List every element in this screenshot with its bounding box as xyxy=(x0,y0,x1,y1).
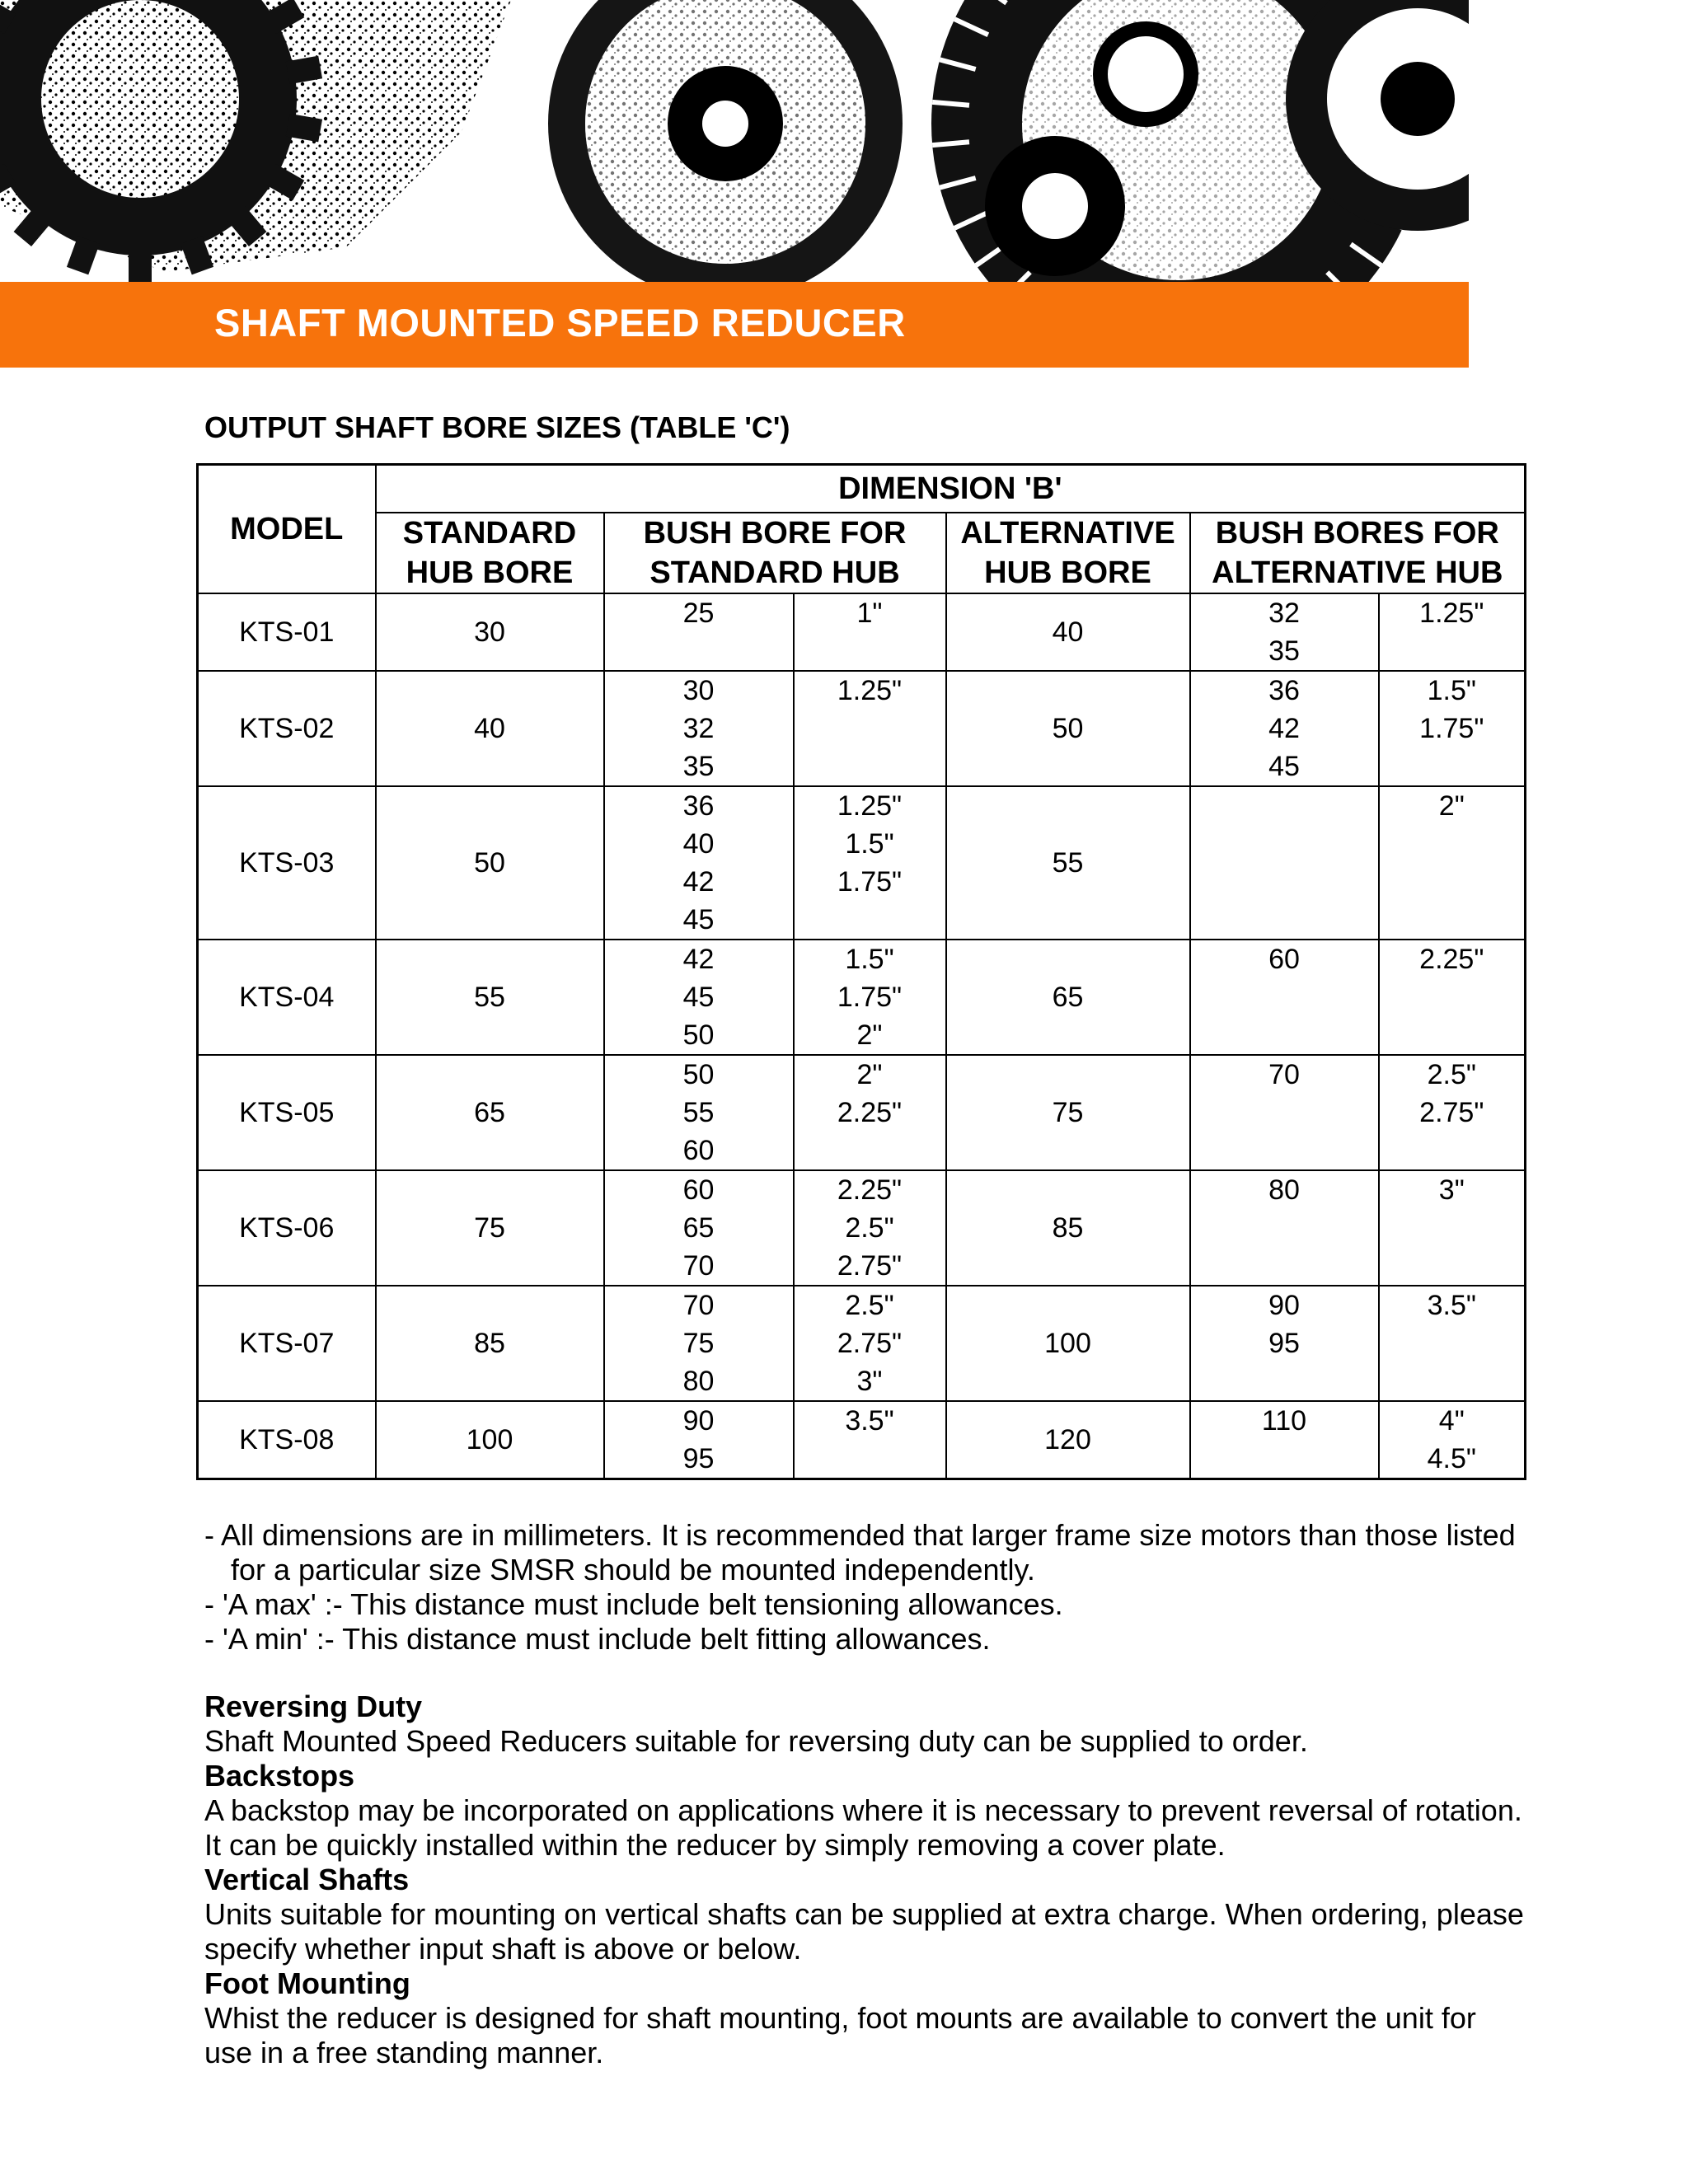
bush-bore-mm-cell xyxy=(604,671,794,786)
alt-bush-bore-mm-cell-values xyxy=(1191,1286,1378,1362)
header-line: BUSH BORES FOR xyxy=(1215,516,1499,551)
bush-bore-inch-cell-values xyxy=(795,787,945,901)
alt-bush-bore-inch-cell-values xyxy=(1380,672,1525,748)
gears-illustration xyxy=(0,0,1469,282)
bore-sizes-table xyxy=(196,463,1526,1480)
cell-value: 42 xyxy=(1268,713,1300,744)
cell-value: 60 xyxy=(1268,944,1300,975)
cell-value: 45 xyxy=(682,982,715,1013)
cell-value: 90 xyxy=(1268,1290,1300,1321)
cell-value: 40 xyxy=(682,828,715,860)
note-line: for a particular size SMSR should be mounted independently. xyxy=(231,1553,1035,1586)
table-row xyxy=(198,1286,1526,1401)
alt-bush-bore-mm-cell xyxy=(1190,593,1379,671)
title-banner xyxy=(0,282,1469,368)
bush-bore-inch-cell-values xyxy=(795,1286,945,1400)
bush-bore-inch-cell-values xyxy=(795,1171,945,1285)
cell-value: 35 xyxy=(1268,635,1300,667)
cell-value: 2.25" xyxy=(837,1174,903,1206)
bush-bore-mm-cell-values xyxy=(605,787,793,939)
bush-bore-mm-cell-values xyxy=(605,594,793,632)
section-text: Shaft Mounted Speed Reducers suitable for reversing duty can be supplied to order. xyxy=(204,1724,1308,1758)
bush-bore-mm-cell xyxy=(604,1170,794,1286)
alt-bush-bore-inch-cell-values xyxy=(1380,787,1525,825)
section-text: use in a free standing manner. xyxy=(204,2036,604,2069)
bush-bore-inch-cell xyxy=(794,1055,946,1170)
alternative-hub-bore-cell: 75 xyxy=(946,1055,1190,1170)
cell-value: 2.25" xyxy=(837,1097,903,1128)
bush-bore-inch-cell xyxy=(794,593,946,671)
alt-bush-bore-mm-cell xyxy=(1190,671,1379,786)
bush-bore-inch-cell-values xyxy=(795,1056,945,1132)
header-alternative-hub-bore xyxy=(946,513,1190,593)
model-cell: KTS-02 xyxy=(198,671,376,786)
note-line: - All dimensions are in millimeters. It is recommended that larger frame size motors than those listed xyxy=(204,1518,1516,1552)
cell-value: 70 xyxy=(682,1290,715,1321)
header-line: STANDARD HUB xyxy=(649,555,900,590)
cell-value: 2.75" xyxy=(1419,1097,1484,1128)
cell-value: 80 xyxy=(1268,1174,1300,1206)
section-text: It can be quickly installed within the reducer by simply removing a cover plate. xyxy=(204,1828,1226,1862)
section-heading-vertical-shafts: Vertical Shafts xyxy=(204,1863,410,1896)
section-text: specify whether input shaft is above or below. xyxy=(204,1932,802,1966)
cell-value: 3" xyxy=(856,1366,883,1397)
cell-value: 60 xyxy=(682,1135,715,1166)
standard-hub-bore-cell: 55 xyxy=(376,940,604,1055)
cell-value: 1" xyxy=(856,598,883,629)
cell-value: 50 xyxy=(682,1059,715,1090)
cell-value: 1.75" xyxy=(837,982,903,1013)
cell-value: 2.5" xyxy=(845,1212,894,1244)
cell-value: 95 xyxy=(1268,1328,1300,1359)
table-body xyxy=(198,593,1526,1479)
cell-value: 80 xyxy=(682,1366,715,1397)
bush-bore-mm-cell-values xyxy=(605,1171,793,1285)
alternative-hub-bore-cell: 40 xyxy=(946,593,1190,671)
cell-value: 4.5" xyxy=(1427,1443,1476,1474)
bush-bore-mm-cell xyxy=(604,1401,794,1479)
alt-bush-bore-mm-cell-values xyxy=(1191,1402,1378,1440)
cell-value: 32 xyxy=(682,713,715,744)
alt-bush-bore-inch-cell-values xyxy=(1380,1402,1525,1478)
table-row xyxy=(198,1055,1526,1170)
cell-value: 1.5" xyxy=(1427,675,1476,706)
alt-bush-bore-inch-cell xyxy=(1379,1401,1526,1479)
header-bush-bores-alternative xyxy=(1190,513,1526,593)
cell-value: 90 xyxy=(682,1405,715,1436)
model-cell: KTS-07 xyxy=(198,1286,376,1401)
header-standard-hub-bore xyxy=(376,513,604,593)
alt-bush-bore-inch-cell-values xyxy=(1380,1286,1525,1324)
cell-value: 42 xyxy=(682,944,715,975)
cell-value: 110 xyxy=(1261,1405,1307,1436)
standard-hub-bore-cell: 100 xyxy=(376,1401,604,1479)
cell-value: 50 xyxy=(682,1019,715,1051)
bush-bore-inch-cell xyxy=(794,1170,946,1286)
standard-hub-bore-cell: 65 xyxy=(376,1055,604,1170)
alt-bush-bore-inch-cell xyxy=(1379,786,1526,940)
bush-bore-inch-cell xyxy=(794,1286,946,1401)
standard-hub-bore-cell: 50 xyxy=(376,786,604,940)
bush-bore-mm-cell xyxy=(604,593,794,671)
header-model: MODEL xyxy=(198,465,376,594)
cell-value: 2.5" xyxy=(845,1290,894,1321)
cell-value: 2.25" xyxy=(1419,944,1484,975)
cell-value: 2" xyxy=(856,1019,883,1051)
alt-bush-bore-mm-cell-values xyxy=(1191,594,1378,670)
bush-bore-inch-cell-values xyxy=(795,940,945,1054)
cell-value: 42 xyxy=(682,866,715,898)
alt-bush-bore-mm-cell xyxy=(1190,1401,1379,1479)
model-cell: KTS-04 xyxy=(198,940,376,1055)
cell-value: 1.75" xyxy=(837,866,903,898)
table-header-row xyxy=(198,465,1526,513)
model-cell: KTS-06 xyxy=(198,1170,376,1286)
page-title: SHAFT MOUNTED SPEED REDUCER xyxy=(214,301,906,344)
cell-value: 3.5" xyxy=(1427,1290,1476,1321)
cell-value: 1.25" xyxy=(837,790,903,822)
alternative-hub-bore-cell: 50 xyxy=(946,671,1190,786)
alt-bush-bore-inch-cell xyxy=(1379,1170,1526,1286)
bush-bore-mm-cell-values xyxy=(605,672,793,785)
header-line: HUB BORE xyxy=(984,555,1151,590)
cell-value: 3" xyxy=(1438,1174,1465,1206)
alt-bush-bore-inch-cell xyxy=(1379,593,1526,671)
alt-bush-bore-inch-cell-values xyxy=(1380,1056,1525,1132)
notes xyxy=(204,1518,1556,1657)
alt-bush-bore-inch-cell xyxy=(1379,671,1526,786)
model-cell: KTS-03 xyxy=(198,786,376,940)
note-line: - 'A min' :- This distance must include belt fitting allowances. xyxy=(204,1622,991,1656)
cell-value: 3.5" xyxy=(845,1405,894,1436)
section-text: Units suitable for mounting on vertical shafts can be supplied at extra charge. When ordering, please xyxy=(204,1897,1524,1931)
header-bush-bore-standard xyxy=(604,513,946,593)
alt-bush-bore-mm-cell xyxy=(1190,786,1379,940)
standard-hub-bore-cell: 30 xyxy=(376,593,604,671)
model-cell: KTS-01 xyxy=(198,593,376,671)
alt-bush-bore-inch-cell-values xyxy=(1380,594,1525,632)
cell-value: 36 xyxy=(682,790,715,822)
alt-bush-bore-mm-cell-values xyxy=(1191,672,1378,785)
cell-value: 2.75" xyxy=(837,1250,903,1282)
cell-value: 1.25" xyxy=(1419,598,1484,629)
alt-bush-bore-mm-cell xyxy=(1190,1170,1379,1286)
cell-value: 65 xyxy=(682,1212,715,1244)
bush-bore-inch-cell xyxy=(794,940,946,1055)
table-row xyxy=(198,786,1526,940)
alt-bush-bore-mm-cell-values xyxy=(1191,940,1378,978)
cell-value: 35 xyxy=(682,751,715,782)
model-cell: KTS-05 xyxy=(198,1055,376,1170)
table-title: OUTPUT SHAFT BORE SIZES (TABLE 'C') xyxy=(204,410,790,444)
note-line: - 'A max' :- This distance must include belt tensioning allowances. xyxy=(204,1587,1063,1621)
cell-value: 4" xyxy=(1438,1405,1465,1436)
header-dimension-b: DIMENSION 'B' xyxy=(376,465,1526,513)
bore-sizes-table-wrapper xyxy=(196,463,1526,1480)
table-subheader-row xyxy=(198,513,1526,593)
section-text: Whist the reducer is designed for shaft mounting, foot mounts are available to convert the unit for xyxy=(204,2001,1476,2035)
cell-value: 60 xyxy=(682,1174,715,1206)
cell-value: 55 xyxy=(682,1097,715,1128)
bush-bore-inch-cell xyxy=(794,1401,946,1479)
cell-value: 1.5" xyxy=(845,828,894,860)
standard-hub-bore-cell: 75 xyxy=(376,1170,604,1286)
cell-value: 45 xyxy=(682,904,715,935)
cell-value: 95 xyxy=(682,1443,715,1474)
header-line: HUB BORE xyxy=(406,555,574,590)
table-row xyxy=(198,1401,1526,1479)
table-row xyxy=(198,940,1526,1055)
alt-bush-bore-inch-cell xyxy=(1379,1055,1526,1170)
header-line: BUSH BORE FOR xyxy=(643,516,907,551)
bush-bore-mm-cell-values xyxy=(605,1402,793,1478)
alternative-hub-bore-cell: 55 xyxy=(946,786,1190,940)
alternative-hub-bore-cell: 65 xyxy=(946,940,1190,1055)
bush-bore-inch-cell-values xyxy=(795,594,945,632)
alt-bush-bore-inch-cell xyxy=(1379,940,1526,1055)
alt-bush-bore-inch-cell xyxy=(1379,1286,1526,1401)
alternative-hub-bore-cell: 120 xyxy=(946,1401,1190,1479)
bush-bore-inch-cell xyxy=(794,671,946,786)
header-line: ALTERNATIVE HUB xyxy=(1212,555,1503,590)
cell-value: 2" xyxy=(856,1059,883,1090)
cell-value: 45 xyxy=(1268,751,1300,782)
cell-value: 2.5" xyxy=(1427,1059,1476,1090)
cell-value: 25 xyxy=(682,598,715,629)
alt-bush-bore-mm-cell-values xyxy=(1191,1171,1378,1209)
table-row xyxy=(198,593,1526,671)
bush-bore-mm-cell-values xyxy=(605,940,793,1054)
cell-value: 36 xyxy=(1268,675,1300,706)
header-line: STANDARD xyxy=(402,516,577,551)
model-cell: KTS-08 xyxy=(198,1401,376,1479)
cell-value: 1.25" xyxy=(837,675,903,706)
section-heading-foot-mounting: Foot Mounting xyxy=(204,1966,410,2000)
cell-value: 32 xyxy=(1268,598,1300,629)
table-row xyxy=(198,671,1526,786)
cell-value: 2" xyxy=(1438,790,1465,822)
bush-bore-mm-cell xyxy=(604,1286,794,1401)
cell-value: 30 xyxy=(682,675,715,706)
alternative-hub-bore-cell: 85 xyxy=(946,1170,1190,1286)
bush-bore-inch-cell-values xyxy=(795,672,945,710)
alt-bush-bore-mm-cell xyxy=(1190,1055,1379,1170)
feature-sections xyxy=(204,1690,1556,2070)
bush-bore-mm-cell xyxy=(604,940,794,1055)
alt-bush-bore-inch-cell-values xyxy=(1380,940,1525,978)
cell-value: 1.75" xyxy=(1419,713,1484,744)
alternative-hub-bore-cell: 100 xyxy=(946,1286,1190,1401)
alt-bush-bore-inch-cell-values xyxy=(1380,1171,1525,1209)
table-row xyxy=(198,1170,1526,1286)
section-heading-reversing-duty: Reversing Duty xyxy=(204,1690,423,1723)
alt-bush-bore-mm-cell xyxy=(1190,1286,1379,1401)
cell-value: 2.75" xyxy=(837,1328,903,1359)
bush-bore-mm-cell xyxy=(604,786,794,940)
alt-bush-bore-mm-cell-values xyxy=(1191,1056,1378,1094)
bush-bore-mm-cell-values xyxy=(605,1286,793,1400)
standard-hub-bore-cell: 40 xyxy=(376,671,604,786)
standard-hub-bore-cell: 85 xyxy=(376,1286,604,1401)
cell-value: 1.5" xyxy=(845,944,894,975)
alt-bush-bore-mm-cell xyxy=(1190,940,1379,1055)
bush-bore-inch-cell xyxy=(794,786,946,940)
header-line: ALTERNATIVE xyxy=(960,516,1175,551)
cell-value: 70 xyxy=(682,1250,715,1282)
section-heading-backstops: Backstops xyxy=(204,1759,355,1793)
bush-bore-mm-cell-values xyxy=(605,1056,793,1169)
cell-value: 75 xyxy=(682,1328,715,1359)
bush-bore-inch-cell-values xyxy=(795,1402,945,1440)
cell-value: 70 xyxy=(1268,1059,1300,1090)
section-text: A backstop may be incorporated on applications where it is necessary to prevent reversal of rotation. xyxy=(204,1793,1522,1827)
bush-bore-mm-cell xyxy=(604,1055,794,1170)
